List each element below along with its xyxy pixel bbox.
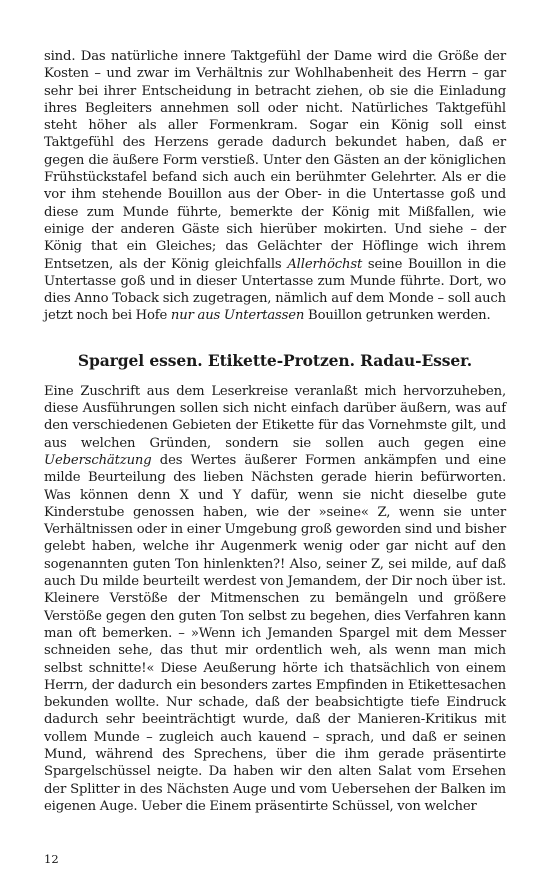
paragraph-1 bbox=[44, 48, 506, 325]
page-body bbox=[44, 48, 506, 815]
section-heading: Spargel essen. Etikette-Protzen. Radau-Esser. bbox=[77, 350, 473, 370]
paragraph-1-run: sind. Das natürliche innere Taktgefühl der Dame wird die Größe der Kosten – und zwar im Verhältnis zur Wohlhabenheit des Herrn – gar sehr bei ihrer Entscheidung in betracht ziehen, ob sie die Einladung ihres Begleiters annehmen soll oder nicht. Natürliches Taktgefühl steht höher als aller Formenkram. Sogar ein König soll einst Taktgefühl des Herzens gerade dadurch bekundet haben, daß er gegen die äußere Form verstieß. Unter den Gästen an der königlichen Frühstückstafel befand sich auch ein berühmter Gelehrter. Als er die vor ihm stehende Bouillon aus der Ober- in die Untertasse goß und diese zum Munde führte, bemerkte der König mit Mißfallen, wie einige der anderen Gäste sich hierüber mokirten. Und siehe – der König that ein Gleiches; das Gelächter der Höflinge wich ihrem Entsetzen, als der König gleichfalls bbox=[44, 49, 506, 272]
paragraph-1-run-italic: nur aus Untertassen bbox=[170, 308, 305, 324]
paragraph-2 bbox=[44, 383, 506, 815]
paragraph-2-run: Eine Zuschrift aus dem Leserkreise veranlaßt mich hervorzuheben, diese Ausführungen sollen sich nicht einfach darüber äußern, was auf den verschiedenen Gebieten der Etikette für das Vornehmste gilt, und aus welchen Gründen, sondern sie sollen auch gegen eine bbox=[44, 383, 506, 451]
paragraph-1-run-italic: Allerhöchst bbox=[287, 256, 363, 272]
page-number: 12 bbox=[44, 852, 59, 866]
paragraph-1-run: seine Bouillon in die Untertasse goß und in dieser Untertasse zum Munde führte. Dort, wo dies Anno Toback sich zugetragen, nämlich auf dem Monde – soll auch jetzt noch bei Hofe bbox=[44, 256, 506, 324]
paragraph-2-run-italic: Ueberschätzung bbox=[44, 452, 152, 468]
paragraph-1-run: Bouillon getrunken werden. bbox=[304, 308, 491, 324]
paragraph-2-run: des Wertes äußerer Formen ankämpfen und eine milde Beurteilung des lieben Nächsten gerade hierin befürworten. Was können denn X und Y dafür, wenn sie nicht dieselbe gute Kinderstube genossen haben, wie der »seine« Z, wenn sie unter Verhältnissen oder in einer Umgebung groß geworden sind und bisher gelebt haben, welche ihr Augenmerk wenig oder gar nicht auf den sogenannten guten Ton hinlenkten?! Also, seiner Z, sei milde, auf daß auch Du milde beurteilt werdest von Jemandem, der Dir noch über ist. Kleinere Verstöße der Mitmenschen zu bemängeln und größere Verstöße gegen den guten Ton selbst zu begehen, dies Verfahren kann man oft bemerken. – »Wenn ich Jemanden Spargel mit dem Messer schneiden sehe, das thut mir ordentlich weh, als wenn man mich selbst schnitte!« Diese Aeußerung hörte ich thatsächlich von einem Herrn, der dadurch ein besonders zartes Empfinden in Etikettesachen bekunden wollte. Nur schade, daß der beabsichtigte tiefe Eindruck dadurch sehr beeinträchtigt wurde, daß der Manieren-Kritikus mit vollem Munde – zugleich auch kauend – sprach, und daß er seinen Mund, während des Sprechens, über die ihm gerade präsentirte Spargelschüssel neigte. Da haben wir den alten Salat vom Ersehen der Splitter in des Nächsten Auge und vom Uebersehen der Balken im eigenen Auge. Ueber die Einem präsentirte Schüssel, von welcher bbox=[44, 452, 506, 814]
